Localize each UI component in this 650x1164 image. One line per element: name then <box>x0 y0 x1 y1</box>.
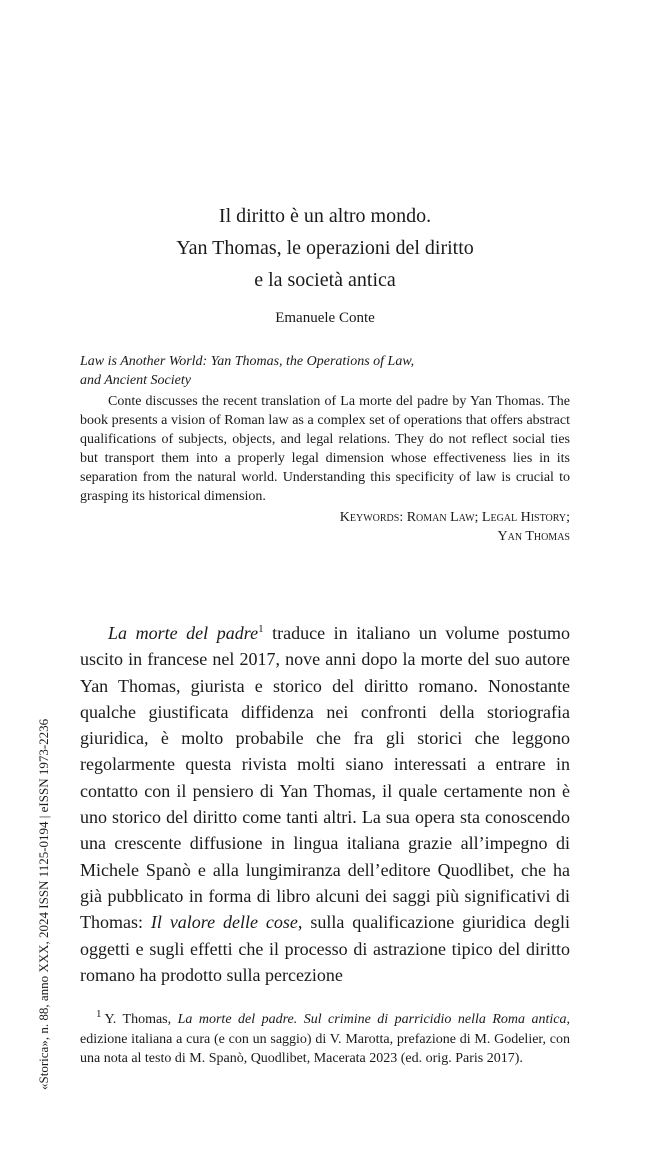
footnote-italic-title: La morte del padre. Sul crimine di parricidio nella Roma antica <box>177 1012 567 1027</box>
title-line-1: Il diritto è un altro mondo. <box>218 205 432 227</box>
footnote-text-a: Y. Thomas, <box>104 1012 178 1027</box>
article-title <box>0 200 650 296</box>
footnote-text-b: , edizione italiana a cura (e con un saggio) di V. Marotta, prefazione di M. Godelier, con una nota al testo di M. Spanò, Quodlibet, Macerata 2023 (ed. orig. Paris 2017). <box>80 1012 571 1066</box>
book-title-italic: La morte del padre <box>108 623 259 643</box>
abstract-text: Conte discusses the recent translation of La morte del padre by Yan Thomas. The book presents a vision of Roman law as a complex set of operations that offers abstract qualifications of subjects, objects, and legal relations. They do not reflect social ties but transport them into a properly legal dimension whose effectiveness lies in its separation from the natural world. Understanding this specificity of law is crucial to grasping its historical dimension. <box>80 394 570 504</box>
author-name: Emanuele Conte <box>275 310 375 326</box>
journal-side-note: «Storica», n. 88, anno XXX, 2024 ISSN 1125-0194 | eISSN 1973-2236 <box>36 718 51 1090</box>
title-line-3: e la società antica <box>254 269 396 291</box>
keywords <box>80 508 570 546</box>
english-title <box>80 352 570 390</box>
footnote-number: 1 <box>96 1008 102 1021</box>
title-line-2: Yan Thomas, le operazioni del diritto <box>176 237 474 259</box>
footnote <box>80 1010 570 1069</box>
main-paragraph <box>80 620 570 988</box>
keywords-line-2: Yan Thomas <box>497 529 570 544</box>
keywords-line-1: Keywords: Roman Law; Legal History; <box>339 510 570 525</box>
english-title-line-2: and Ancient Society <box>80 373 191 388</box>
main-text-part-1: traduce in italiano un volume postumo uscito in francese nel 2017, nove anni dopo la morte del suo autore Yan Thomas, giurista e storico del diritto romano. Nonostante qualche giustificata diffidenza nei confronti della storiografia giuridica, è molto probabile che fra gli storici che leggono regolarmente questa rivista molti siano interessati a entrare in contatto con il pensiero di Yan Thomas, il quale certamente non è uno storico del diritto come tanti altri. La sua opera sta conoscendo una crescente diffusione in lingua italiana grazie all’impegno di Michele Spanò e alla lungimiranza dell’editore Quodlibet, che ha già pubblicato in forma di libro alcuni dei saggi più significativi di Thomas: <box>80 623 570 933</box>
cited-work-italic: Il valore delle cose <box>150 912 298 933</box>
abstract <box>80 352 570 546</box>
footnote-reference[interactable]: 1 <box>258 623 264 635</box>
main-text-part-2: , sulla qualificazione giuridica degli oggetti e sugli effetti che il processo di astrazione tipico del diritto romano ha prodotto sulla percezione <box>80 912 570 985</box>
english-title-line-1: Law is Another World: Yan Thomas, the Operations of Law, <box>80 354 415 369</box>
